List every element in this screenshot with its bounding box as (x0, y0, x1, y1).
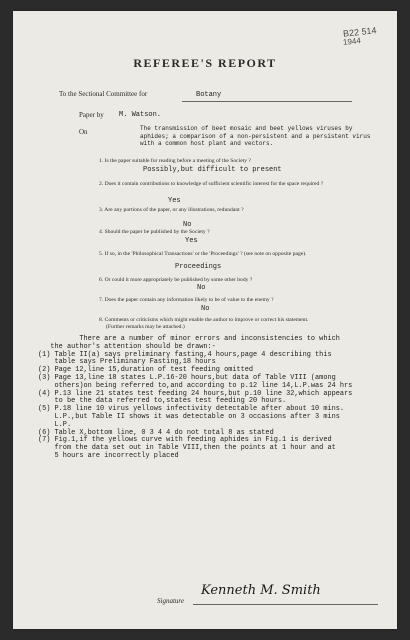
answer-7: No (201, 305, 210, 313)
report-page (13, 11, 397, 629)
answer-1: Possibly,but difficult to present (143, 166, 282, 174)
paper-author: M. Watson. (119, 111, 162, 119)
question-7: 7. Does the paper contain any information likely to be of value to the enemy ? (99, 297, 274, 303)
question-3: 3. Are any portions of the paper, or any illustrations, redundant ? (99, 207, 244, 213)
question-8: 8. Comments or criticisms which might enable the author to improve or correct his statement. (99, 317, 309, 323)
answer-5: Proceedings (175, 263, 222, 271)
committee-value: Botany (196, 91, 222, 99)
paper-on-label: On (79, 128, 88, 136)
paper-subject: The transmission of beet mosaic and beet yellows viruses by aphides; a comparison of a non-persistent and a persistent virus with a common host plant and vectors. (140, 125, 371, 147)
signature-label: Signature (157, 597, 184, 605)
answer-6: No (197, 284, 206, 292)
paper-by-label: Paper by (79, 111, 104, 119)
signature-underline (193, 604, 378, 605)
question-4: 4. Should the paper be published by the Society ? (99, 229, 210, 235)
question-8-note: (Further remarks may be attached.) (106, 324, 185, 330)
reference-year: 1944 (342, 36, 362, 47)
signature-handwritten: Kenneth M. Smith (201, 583, 321, 598)
committee-underline (182, 101, 352, 102)
question-6: 6. Or could it more appropriately be published by some other body ? (99, 277, 253, 283)
comments-text: There are a number of minor errors and inconsistencies to which the author's attention should be drawn:- (1) Table II(a) says preliminary fasting,4 hours,page 4 describing this table says Preliminary Fasting,18 hours (2) Page 12,line 15,duration of test feeding omitted (3) Page 13,line 18 states L.P.16-20 hours,but data of Table VIII (among others)on being referred to,and according to p.12 line 14,L.P.was 24 hrs (4) P.13 line 21 states test feeding 24 hours,but p.10 line 32,which appears to be the data referred to,states test feeding 20 hours. (5) P.18 line 10 virus yellows infectivity detectable after about 10 mins. L.P.,but Table II shows it was detectable on 3 occasions after 3 mins L.P. (6) Table X,bottom line, 0 3 4 4 do not total 8 as stated (7) Fig.1,if the yellows curve with feeding aphides in Fig.1 is derived from the data set out in Table VIII,then the points at 1 hour and at 5 hours are incorrectly placed (38, 335, 353, 460)
answer-4: Yes (185, 237, 198, 245)
answer-3: No (183, 221, 192, 229)
question-5: 5. If so, in the 'Philosophical Transactions' or the 'Proceedings' ? (see note on opposite page). (99, 251, 307, 257)
answer-2: Yes (168, 197, 181, 205)
page-title: REFEREE'S REPORT (133, 56, 277, 70)
question-2: 2. Does it contain contributions to knowledge of sufficient scientific interest for the space required ? (99, 181, 324, 187)
committee-label: To the Sectional Committee for (59, 90, 148, 98)
reference-number: B22 514 (342, 25, 377, 39)
question-1: 1. Is the paper suitable for reading before a meeting of the Society ? (99, 158, 251, 164)
